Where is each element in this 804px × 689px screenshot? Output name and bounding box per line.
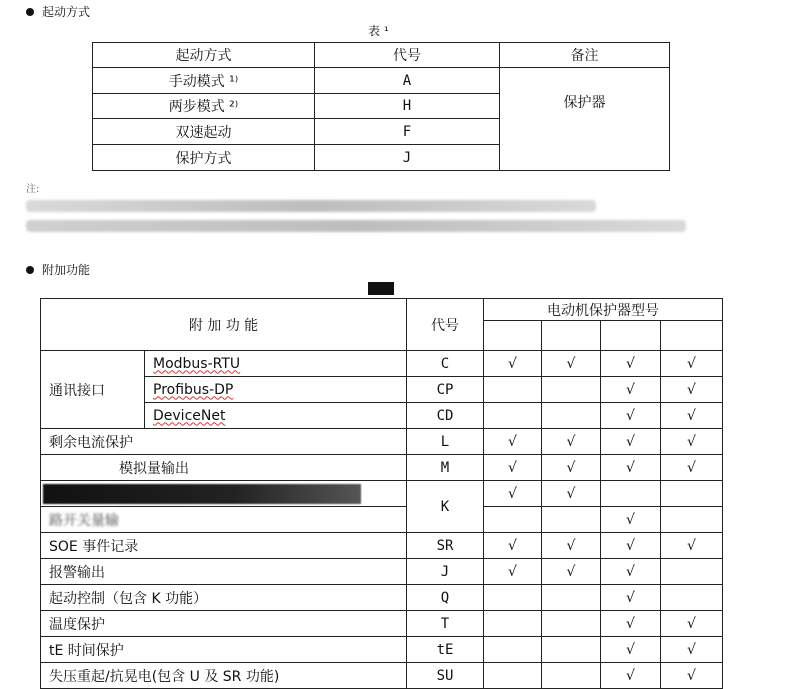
check-mark-icon: √ xyxy=(566,485,576,502)
check-cell xyxy=(661,533,723,559)
check-cell xyxy=(661,429,723,455)
check-cell xyxy=(484,455,542,481)
check-cell xyxy=(484,611,542,637)
check-mark-icon: √ xyxy=(687,407,696,424)
check-cell xyxy=(601,559,661,585)
check-cell xyxy=(484,481,542,507)
check-cell xyxy=(542,481,601,507)
function-name: SOE 事件记录 xyxy=(41,533,407,559)
check-mark-icon: √ xyxy=(508,355,517,372)
check-cell xyxy=(661,481,723,507)
check-cell xyxy=(661,663,723,689)
function-name: tE 时间保护 xyxy=(41,637,407,663)
section-title-text: 起动方式 xyxy=(42,5,91,19)
check-cell xyxy=(661,455,723,481)
notes-label: 注: xyxy=(26,184,40,195)
code-cell: J xyxy=(407,559,484,585)
code-cell: M xyxy=(407,455,484,481)
check-cell xyxy=(601,533,661,559)
check-cell xyxy=(601,611,661,637)
check-mark-icon: √ xyxy=(626,433,635,450)
code-cell: J xyxy=(315,145,500,171)
check-cell xyxy=(661,559,723,585)
check-mark-icon: √ xyxy=(626,589,635,606)
sub-function-label: Modbus-RTU xyxy=(153,355,241,372)
table2-caption-redaction xyxy=(368,282,394,295)
check-cell xyxy=(601,403,661,429)
code-cell: H xyxy=(315,94,500,119)
check-cell xyxy=(484,559,542,585)
check-cell xyxy=(542,585,601,611)
code-cell: Q xyxy=(407,585,484,611)
function-name: 报警输出 xyxy=(41,559,407,585)
check-mark-icon: √ xyxy=(626,667,635,684)
remark-blurred-line xyxy=(500,74,669,92)
check-mark-icon: √ xyxy=(508,563,517,580)
check-cell xyxy=(601,637,661,663)
table1-caption: 表 ¹ xyxy=(368,24,389,38)
code-cell: C xyxy=(407,351,484,377)
blurred-prefix xyxy=(49,461,119,477)
remark-cell xyxy=(500,68,670,171)
check-mark-icon: √ xyxy=(687,615,696,632)
code-cell: K xyxy=(407,481,484,533)
check-cell xyxy=(601,377,661,403)
model-column-1 xyxy=(484,321,542,351)
check-cell xyxy=(661,507,723,533)
note-2-blurred xyxy=(26,220,686,232)
check-cell xyxy=(601,663,661,689)
sub-function-cell xyxy=(145,377,407,403)
check-cell xyxy=(542,429,601,455)
code-cell: L xyxy=(407,429,484,455)
check-mark-icon: √ xyxy=(626,511,635,528)
start-mode-table xyxy=(92,42,670,171)
check-mark-icon: √ xyxy=(566,563,576,580)
check-cell xyxy=(484,429,542,455)
check-mark-icon: √ xyxy=(508,459,517,476)
sub-function-label: Profibus-DP xyxy=(153,381,234,398)
function-name: 剩余电流保护 xyxy=(41,429,407,455)
check-mark-icon: √ xyxy=(687,459,696,476)
function-name-cell xyxy=(41,455,407,481)
check-cell xyxy=(601,429,661,455)
check-cell xyxy=(661,585,723,611)
check-cell xyxy=(484,663,542,689)
check-cell xyxy=(484,377,542,403)
header-code: 代号 xyxy=(315,43,500,68)
model-column-3 xyxy=(601,321,661,351)
mode-cell: 保护方式 xyxy=(93,145,315,171)
check-mark-icon: √ xyxy=(626,407,635,424)
check-mark-icon: √ xyxy=(687,641,696,658)
check-cell xyxy=(542,611,601,637)
check-cell xyxy=(542,455,601,481)
sub-function-label: DeviceNet xyxy=(153,407,226,424)
check-cell xyxy=(484,507,542,533)
redacted-function-name xyxy=(43,484,361,504)
check-cell xyxy=(542,507,601,533)
function-name-cell xyxy=(41,481,407,507)
function-name: 起动控制（包含 K 功能） xyxy=(41,585,407,611)
function-name: 路开关量输 xyxy=(49,512,119,529)
code-cell: T xyxy=(407,611,484,637)
check-mark-icon: √ xyxy=(626,615,635,632)
check-cell xyxy=(484,637,542,663)
check-cell xyxy=(661,377,723,403)
sub-function-cell xyxy=(145,351,407,377)
check-cell xyxy=(542,377,601,403)
header-start-mode: 起动方式 xyxy=(93,43,315,68)
model-column-2 xyxy=(542,321,601,351)
check-cell xyxy=(601,351,661,377)
check-cell xyxy=(601,507,661,533)
check-mark-icon: √ xyxy=(566,459,576,476)
header-function: 附 加 功 能 xyxy=(41,299,407,351)
check-cell xyxy=(661,611,723,637)
check-mark-icon: √ xyxy=(566,433,576,450)
code-cell: SR xyxy=(407,533,484,559)
check-mark-icon: √ xyxy=(508,537,517,554)
note-1-blurred xyxy=(26,200,596,212)
check-mark-icon: √ xyxy=(566,537,576,554)
code-cell: F xyxy=(315,119,500,145)
check-mark-icon: √ xyxy=(687,667,696,684)
code-cell: CD xyxy=(407,403,484,429)
mode-cell: 两步模式 ²⁾ xyxy=(93,94,315,119)
check-cell xyxy=(542,637,601,663)
check-mark-icon: √ xyxy=(626,563,635,580)
check-cell xyxy=(601,455,661,481)
check-mark-icon: √ xyxy=(626,641,635,658)
check-mark-icon: √ xyxy=(687,355,696,372)
function-name-cell xyxy=(41,507,407,533)
section-title-text: 附加功能 xyxy=(42,263,91,277)
header-remark: 备注 xyxy=(500,43,670,68)
function-name: 模拟量输出 xyxy=(119,460,189,477)
check-mark-icon: √ xyxy=(626,537,635,554)
check-mark-icon: √ xyxy=(687,381,696,398)
model-column-4 xyxy=(661,321,723,351)
check-mark-icon: √ xyxy=(626,381,635,398)
code-cell: SU xyxy=(407,663,484,689)
comm-interface-group: 通讯接口 xyxy=(41,351,145,429)
check-cell xyxy=(661,351,723,377)
check-mark-icon: √ xyxy=(566,355,576,372)
sub-function-cell xyxy=(145,403,407,429)
code-cell: tE xyxy=(407,637,484,663)
mode-cell: 手动模式 ¹⁾ xyxy=(93,68,315,94)
check-cell xyxy=(542,533,601,559)
code-cell: CP xyxy=(407,377,484,403)
bullet-icon xyxy=(26,266,34,274)
check-cell xyxy=(484,351,542,377)
header-model: 电动机保护器型号 xyxy=(484,299,723,321)
check-mark-icon: √ xyxy=(508,433,517,450)
code-cell: A xyxy=(315,68,500,94)
function-name: 失压重起/抗晃电(包含 U 及 SR 功能) xyxy=(41,663,407,689)
check-cell xyxy=(542,351,601,377)
header-code: 代号 xyxy=(407,299,484,351)
check-cell xyxy=(601,481,661,507)
check-mark-icon: √ xyxy=(626,355,635,372)
check-cell xyxy=(484,533,542,559)
check-cell xyxy=(542,403,601,429)
bullet-icon xyxy=(26,8,34,16)
check-cell xyxy=(484,403,542,429)
function-name: 温度保护 xyxy=(41,611,407,637)
additional-functions-table xyxy=(40,298,723,689)
check-cell xyxy=(484,585,542,611)
remark-protector-text: 保护器 xyxy=(563,95,606,111)
check-cell xyxy=(661,403,723,429)
check-mark-icon: √ xyxy=(626,459,635,476)
check-cell xyxy=(542,663,601,689)
section-title-start-modes xyxy=(26,3,90,20)
check-cell xyxy=(601,585,661,611)
section-title-additional-functions xyxy=(26,261,90,278)
mode-cell: 双速起动 xyxy=(93,119,315,145)
check-mark-icon: √ xyxy=(687,537,696,554)
check-cell xyxy=(542,559,601,585)
check-mark-icon: √ xyxy=(508,485,517,502)
check-cell xyxy=(661,637,723,663)
check-mark-icon: √ xyxy=(687,433,696,450)
